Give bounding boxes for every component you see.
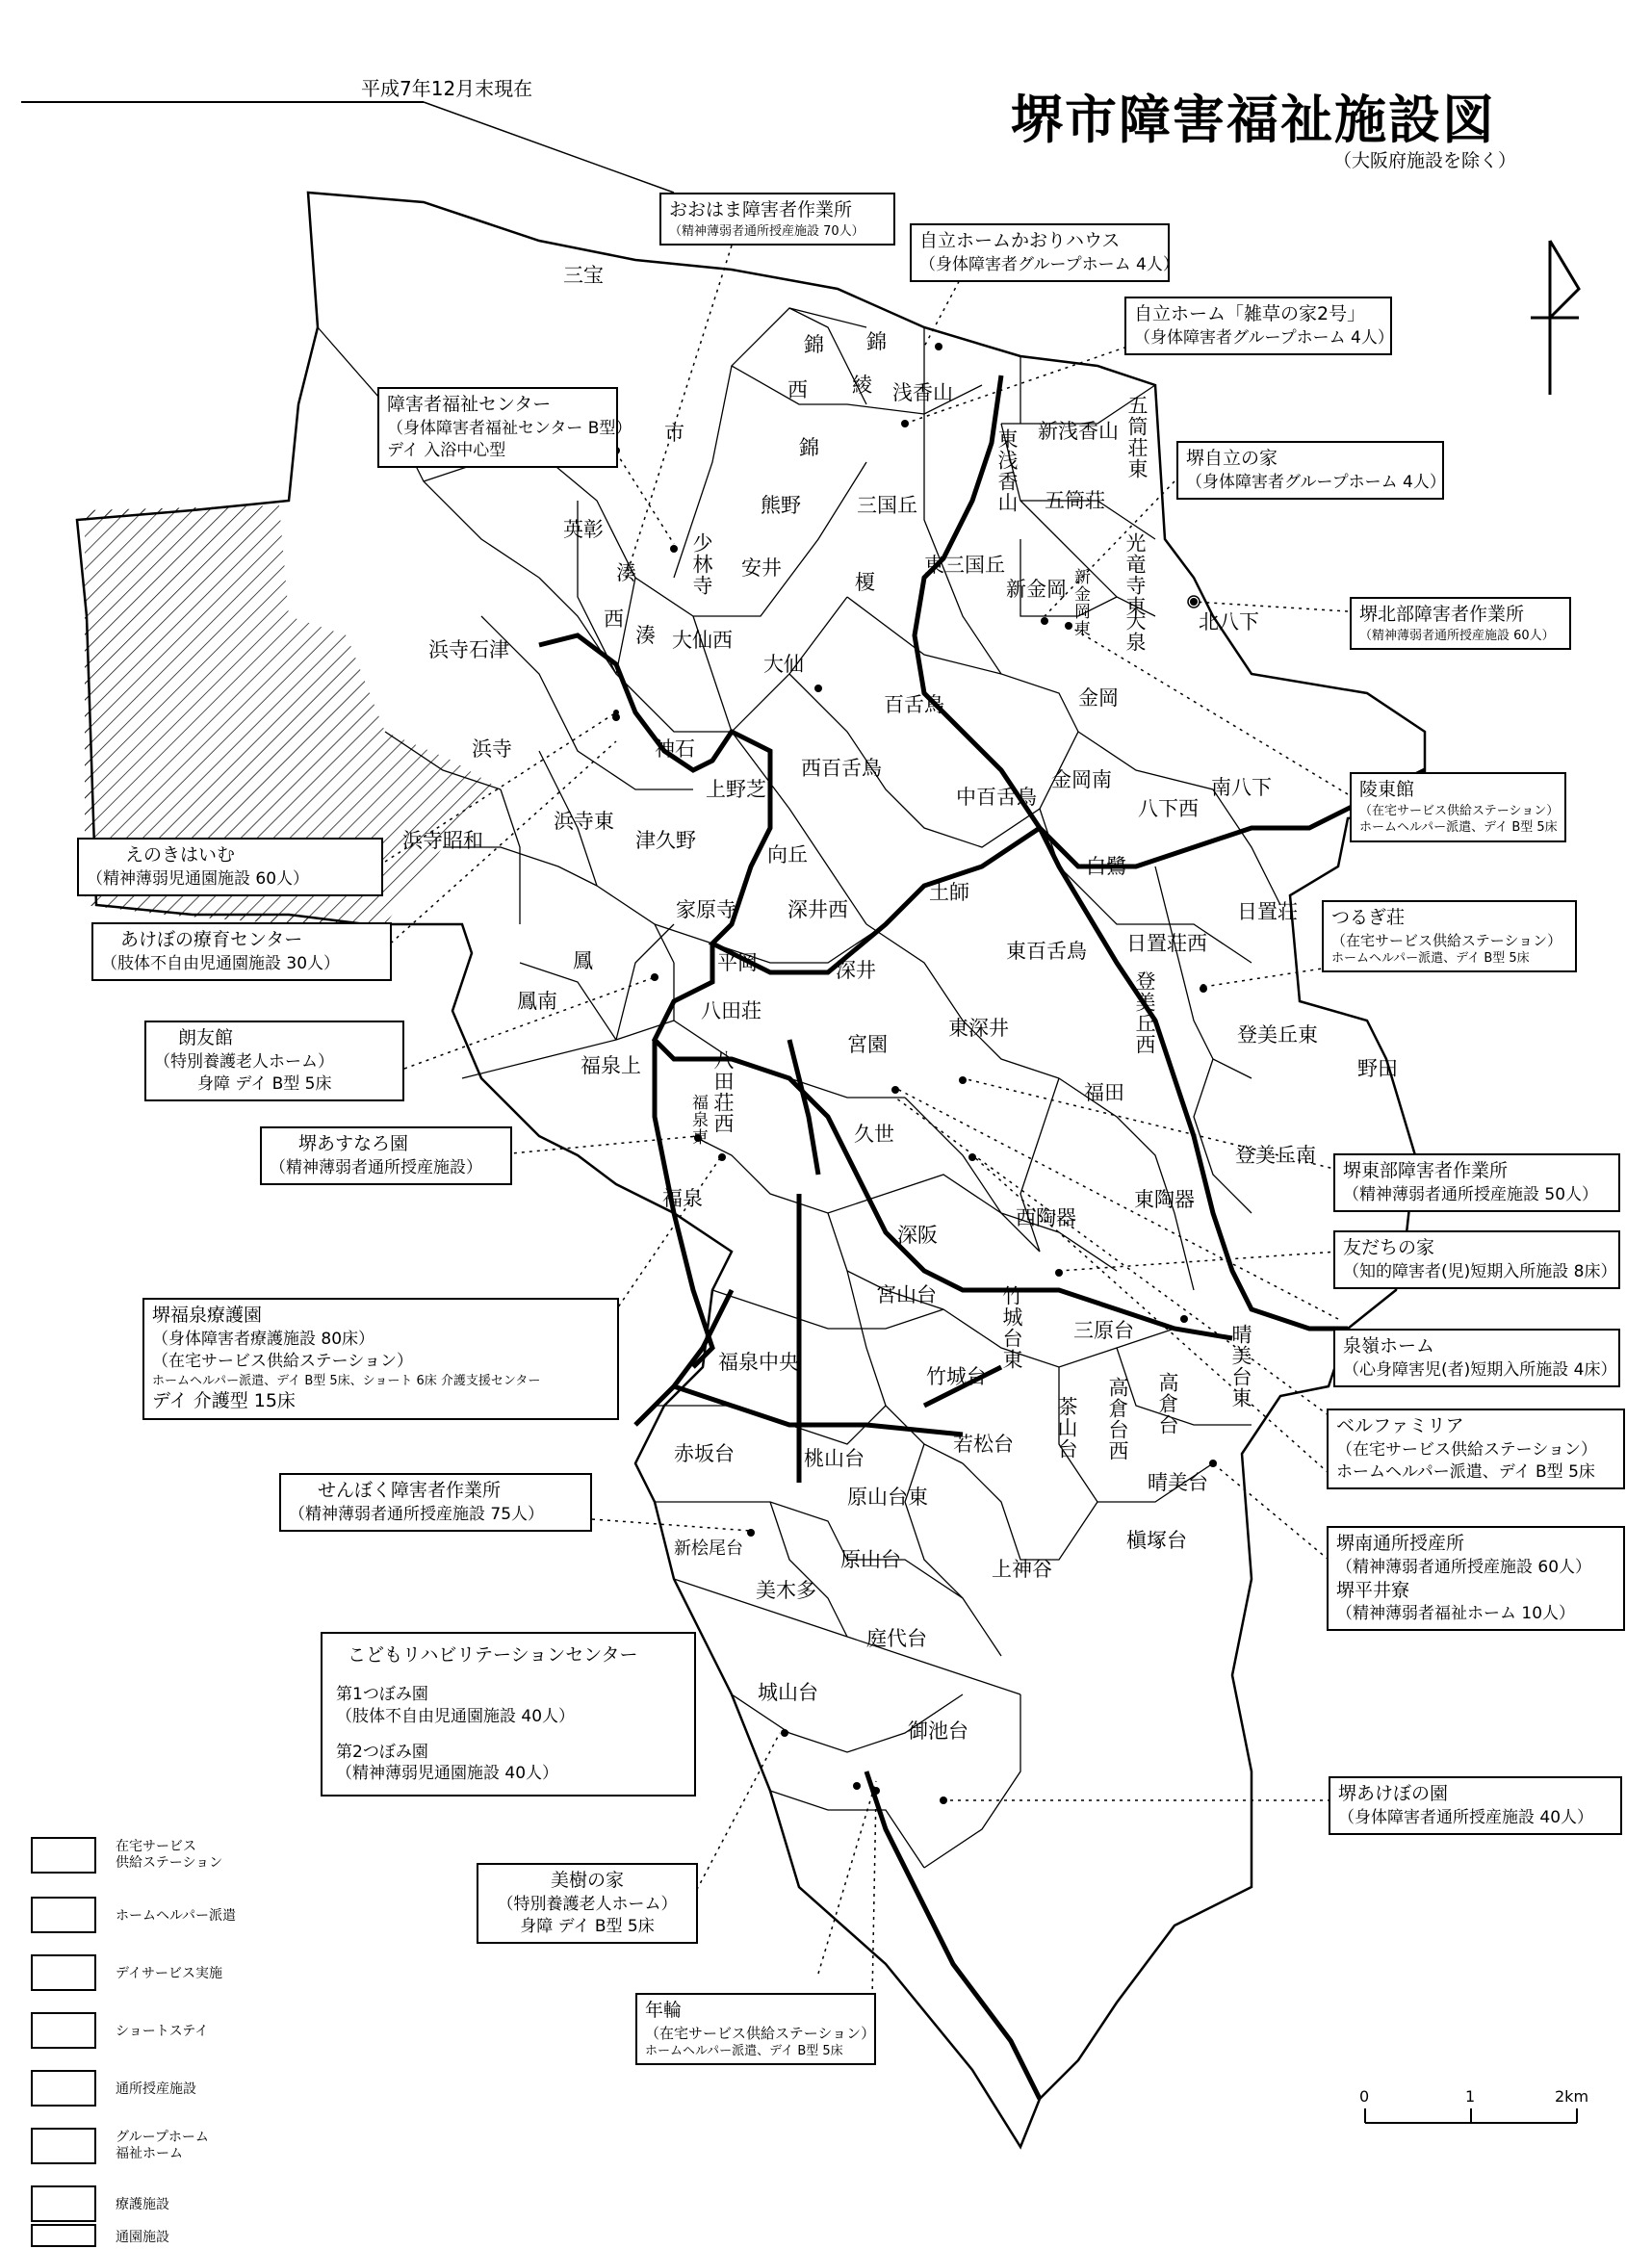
facility-detail: （在宅サービス供給ステーション） <box>1336 1439 1597 1460</box>
facility-detail: （精神薄弱児通園施設 60人） <box>87 868 310 889</box>
district-label: 高倉台西 <box>1106 1377 1129 1461</box>
facility-detail: （特別養護老人ホーム） <box>497 1894 678 1914</box>
district-label: 湊 <box>635 624 656 647</box>
legend-swatch <box>31 2012 96 2049</box>
district-label: 光竜寺東 <box>1123 532 1147 617</box>
district-label: 庭代台 <box>866 1627 927 1650</box>
district-label: 上神谷 <box>992 1558 1052 1581</box>
facility-detail: （身体障害者グループホーム 4人） <box>1186 472 1446 492</box>
district-label: 竹城台 <box>926 1365 987 1388</box>
district-label: 西 <box>787 378 808 401</box>
district-label: 浜寺昭和 <box>402 829 483 852</box>
facility-name: ベルファミリア <box>1336 1415 1464 1436</box>
district-label: 晴美台東 <box>1229 1324 1252 1409</box>
district-label: 錦 <box>866 330 887 353</box>
callout-tsurugiso <box>1322 900 1577 972</box>
facility-name: 堺自立の家 <box>1186 448 1278 469</box>
district-label: 綾 <box>852 374 872 397</box>
facility-detail: （精神薄弱者通所授産施設 50人） <box>1343 1184 1599 1204</box>
district-label: 五筒荘東 <box>1125 395 1149 479</box>
facility-name: あけぼの療育センター <box>120 929 303 950</box>
district-label: 宮山台 <box>876 1283 937 1306</box>
district-label: 平岡 <box>717 951 758 974</box>
district-label: 野田 <box>1357 1057 1398 1080</box>
legend-label: 通所授産施設 <box>116 2081 196 2097</box>
district-label: 八田荘 <box>701 999 761 1022</box>
legend-label: デイサービス実施 <box>116 1966 223 1981</box>
district-label: 鳳南 <box>517 990 557 1013</box>
facility-detail: （在宅サービス供給ステーション） <box>1331 931 1562 949</box>
legend-swatch <box>31 2070 96 2107</box>
callout-kodomo <box>321 1632 696 1797</box>
district-label: 東深井 <box>948 1017 1009 1040</box>
facility-detail: ホームヘルパー派遣、デイ B型 5床 <box>1359 820 1558 836</box>
legend-swatch <box>31 1954 96 1991</box>
district-label: 登美丘東 <box>1237 1023 1318 1047</box>
facility-detail: （肢体不自由児通園施設 40人） <box>336 1706 576 1726</box>
district-label: 新金岡東 <box>1071 568 1090 637</box>
callout-bellfamilia <box>1327 1409 1625 1489</box>
district-label: 五筒荘 <box>1045 489 1105 512</box>
map-subtitle: （大阪府施設を除く） <box>1333 150 1517 171</box>
facility-detail: （身体障害者福祉センター B型） <box>387 418 632 438</box>
district-label: 宮園 <box>847 1033 888 1056</box>
district-label: 東百舌鳥 <box>1006 940 1087 963</box>
district-label: 深井西 <box>787 898 848 921</box>
facility-detail: （在宅サービス供給ステーション） <box>152 1351 413 1371</box>
district-label: 西 <box>604 607 624 631</box>
district-label: 城山台 <box>758 1681 818 1704</box>
facility-detail: （特別養護老人ホーム） <box>154 1051 334 1072</box>
legend-swatch <box>31 1837 96 1874</box>
scale-label-two: 2km <box>1555 2087 1589 2106</box>
legend-swatch <box>31 2224 96 2247</box>
facility-detail: ホームヘルパー派遣、デイ B型 5床 <box>1331 950 1530 966</box>
district-label: 久世 <box>854 1123 894 1146</box>
facility-name: えのきはいむ <box>125 844 236 866</box>
district-label: 浅香山 <box>892 381 953 404</box>
facility-detail: デイ 入浴中心型 <box>387 440 506 460</box>
callout-enoki-haimu <box>77 838 383 896</box>
district-label: 東陶器 <box>1134 1188 1195 1211</box>
callout-akebono-ryoiku <box>91 922 392 981</box>
district-label: 金岡南 <box>1051 768 1112 791</box>
facility-name: 自立ホーム「雑草の家2号」 <box>1134 303 1366 324</box>
district-label: 赤坂台 <box>674 1442 735 1465</box>
district-label: 大仙西 <box>672 629 733 652</box>
district-label: 槇塚台 <box>1126 1529 1187 1552</box>
district-label: 家原寺 <box>676 898 736 921</box>
district-label: 上野芝 <box>706 778 766 801</box>
district-label: 三宝 <box>563 264 604 287</box>
district-label: 深井 <box>836 959 876 982</box>
district-label: 晴美台 <box>1148 1471 1208 1494</box>
facility-detail: （精神薄弱者通所授産施設 75人） <box>289 1504 545 1524</box>
callout-royukan <box>144 1021 404 1101</box>
callout-nanbu <box>1327 1526 1625 1631</box>
callout-ohama <box>659 193 895 246</box>
callout-tobu <box>1333 1153 1620 1212</box>
facility-detail: （身体障害者療護施設 80床） <box>152 1329 375 1349</box>
callout-akebono-en <box>1329 1776 1622 1835</box>
legend-label: 通園施設 <box>116 2230 169 2245</box>
facility-name: 堺平井寮 <box>1336 1579 1410 1601</box>
district-label: 神石 <box>655 737 695 761</box>
callout-fukusen-ryogo <box>142 1298 619 1420</box>
district-label: 新浅香山 <box>1038 420 1119 443</box>
callout-kaori <box>910 223 1179 282</box>
legend-label: グループホーム 福祉ホーム <box>116 2130 209 2161</box>
district-label: 福泉上 <box>581 1054 641 1077</box>
district-label: 南八下 <box>1211 776 1272 799</box>
district-label: 新金岡 <box>1006 578 1067 601</box>
callout-ryotokan <box>1350 772 1566 842</box>
district-label: 東浅香山 <box>995 428 1019 513</box>
facility-name: 堺福泉療護園 <box>152 1305 263 1326</box>
district-label: 東三国丘 <box>924 554 1005 577</box>
scale-label-one: 1 <box>1465 2087 1476 2106</box>
district-label: 福泉中央 <box>718 1351 799 1374</box>
district-label: 浜寺東 <box>554 810 614 833</box>
district-label: 原山台東 <box>847 1486 928 1509</box>
callout-welfare-center <box>377 387 632 468</box>
facility-detail: ホームヘルパー派遣、デイ B型 5床、ショート 6床 介護支援センター <box>152 1373 541 1388</box>
facility-name: 第2つぼみ園 <box>336 1742 428 1762</box>
district-label: 大仙 <box>763 653 804 676</box>
facility-name: 陵東館 <box>1359 779 1415 800</box>
facility-name: せんぼく障害者作業所 <box>318 1480 502 1501</box>
district-label: 榎 <box>855 571 875 594</box>
district-label: 市 <box>664 422 684 445</box>
facility-detail: （精神薄弱児通園施設 40人） <box>336 1764 559 1784</box>
district-label: 大泉 <box>1123 610 1147 653</box>
district-label: 津久野 <box>635 829 696 852</box>
district-label: 鳳 <box>573 949 593 972</box>
facility-detail: （知的障害者(児)短期入所施設 8床） <box>1343 1261 1617 1281</box>
district-label: 浜寺石津 <box>428 638 509 661</box>
facility-name: 泉嶺ホーム <box>1343 1335 1435 1357</box>
facility-detail: （精神薄弱者通所授産施設 70人） <box>669 223 865 239</box>
district-label: 土師 <box>929 881 969 904</box>
district-label: 福泉 <box>662 1187 703 1210</box>
district-label: 日置荘 <box>1237 900 1298 923</box>
district-label: 福泉東 <box>688 1094 708 1146</box>
callout-tomodachi <box>1333 1230 1620 1289</box>
district-label: 竹城台東 <box>1000 1285 1023 1370</box>
district-label: 日置荘西 <box>1126 932 1207 955</box>
legend-swatch <box>31 1897 96 1933</box>
legend-label: 在宅サービス 供給ステーション <box>116 1839 223 1871</box>
scale-label-zero: 0 <box>1359 2087 1370 2106</box>
callout-nenrin <box>635 1993 876 2065</box>
legend-swatch <box>31 2128 96 2164</box>
map-title: 堺市障害福祉施設図 <box>1011 90 1496 150</box>
district-label: 三原台 <box>1073 1319 1134 1342</box>
legend-label: ショートステイ <box>116 2024 209 2039</box>
facility-detail: （精神薄弱者福祉ホーム 10人） <box>1336 1604 1576 1624</box>
legend-label: 療護施設 <box>116 2197 169 2212</box>
callout-kitabu <box>1350 597 1571 650</box>
district-label: 白鷺 <box>1086 855 1126 878</box>
district-label: 深阪 <box>897 1224 938 1247</box>
district-label: 浜寺 <box>472 737 512 761</box>
district-label: 西陶器 <box>1016 1206 1076 1229</box>
district-label: 若松台 <box>953 1433 1014 1456</box>
callout-senboku <box>279 1473 592 1532</box>
callout-zassou <box>1124 297 1392 355</box>
facility-name: 堺あけぼの園 <box>1338 1783 1449 1804</box>
facility-name: 友だちの家 <box>1343 1237 1435 1258</box>
facility-detail: （身体障害者グループホーム 4人） <box>919 254 1179 274</box>
facility-name: 美樹の家 <box>550 1870 624 1891</box>
district-label: 登美丘南 <box>1235 1144 1316 1167</box>
as-of-date: 平成7年12月末現在 <box>361 77 533 100</box>
legend-label: ホームヘルパー派遣 <box>116 1908 237 1924</box>
district-label: 茶山台 <box>1055 1396 1078 1460</box>
district-label: 桃山台 <box>804 1447 865 1470</box>
district-label: 錦 <box>804 333 824 356</box>
facility-name: おおはま障害者作業所 <box>669 199 853 220</box>
facility-name: 堺北部障害者作業所 <box>1359 604 1525 625</box>
district-label: 御池台 <box>908 1719 968 1743</box>
facility-detail: （在宅サービス供給ステーション） <box>645 2024 876 2042</box>
facility-name: 堺東部障害者作業所 <box>1343 1160 1509 1181</box>
facility-name: 自立ホームかおりハウス <box>919 230 1121 251</box>
district-label: 安井 <box>741 556 782 580</box>
district-label: 向丘 <box>767 843 808 866</box>
facility-name: 堺南通所授産所 <box>1336 1533 1465 1554</box>
facility-name: 障害者福祉センター <box>387 394 552 415</box>
district-label: 高倉台 <box>1156 1372 1179 1435</box>
district-label: 少林寺 <box>690 532 713 596</box>
facility-detail: （精神薄弱者通所授産施設） <box>270 1157 482 1177</box>
scale-bar <box>1365 2108 1577 2123</box>
facility-name: 堺あすなろ園 <box>298 1133 409 1154</box>
facility-name: つるぎ荘 <box>1331 907 1406 928</box>
facility-detail: 身障 デイ B型 5床 <box>197 1073 332 1094</box>
district-label: 湊 <box>616 561 636 584</box>
legend-swatch <box>31 2185 96 2222</box>
facility-detail: （肢体不自由児通園施設 30人） <box>101 953 341 973</box>
district-label: 錦 <box>799 436 819 459</box>
district-label: 三国丘 <box>857 494 917 517</box>
facility-name: 年輪 <box>645 2000 683 2021</box>
callout-sakai-jiritsu <box>1176 441 1444 500</box>
facility-detail: （心身障害児(者)短期入所施設 4床） <box>1343 1359 1617 1380</box>
district-label: 登美丘西 <box>1133 970 1156 1055</box>
facility-detail: （精神薄弱者通所授産施設 60人） <box>1336 1557 1592 1577</box>
district-label: 英彰 <box>563 518 604 541</box>
north-arrow <box>1531 241 1579 395</box>
district-label: 中百舌鳥 <box>956 786 1037 809</box>
district-label: 熊野 <box>761 494 801 517</box>
district-label: 金岡 <box>1078 686 1119 710</box>
district-label: 福田 <box>1084 1081 1124 1104</box>
callout-asunaro <box>260 1126 512 1185</box>
facility-detail: 身障 デイ B型 5床 <box>520 1916 655 1936</box>
facility-name: こどもリハビリテーションセンター <box>348 1644 638 1666</box>
district-label: 八下西 <box>1138 797 1199 820</box>
facility-name: 朗友館 <box>178 1027 234 1048</box>
callout-senrei <box>1333 1329 1620 1387</box>
facility-detail: （在宅サービス供給ステーション） <box>1359 803 1560 818</box>
facility-name: 第1つぼみ園 <box>336 1684 428 1704</box>
facility-detail: ホームヘルパー派遣、デイ B型 5床 <box>645 2043 843 2058</box>
district-label: 新桧尾台 <box>674 1538 743 1559</box>
district-label: 百舌鳥 <box>884 693 944 716</box>
facility-detail: デイ 介護型 15床 <box>152 1390 296 1412</box>
district-label: 八田荘西 <box>711 1049 735 1134</box>
callout-miki <box>477 1863 698 1944</box>
facility-detail: （精神薄弱者通所授産施設 60人） <box>1359 628 1555 643</box>
facility-detail: （身体障害者グループホーム 4人） <box>1134 327 1394 348</box>
district-label: 北八下 <box>1199 610 1259 633</box>
facility-detail: ホームヘルパー派遣、デイ B型 5床 <box>1336 1461 1595 1482</box>
district-label: 美木多 <box>756 1579 816 1602</box>
facility-detail: （身体障害者通所授産施設 40人） <box>1338 1807 1594 1827</box>
district-label: 原山台 <box>840 1548 901 1571</box>
district-label: 西百舌鳥 <box>801 757 882 780</box>
